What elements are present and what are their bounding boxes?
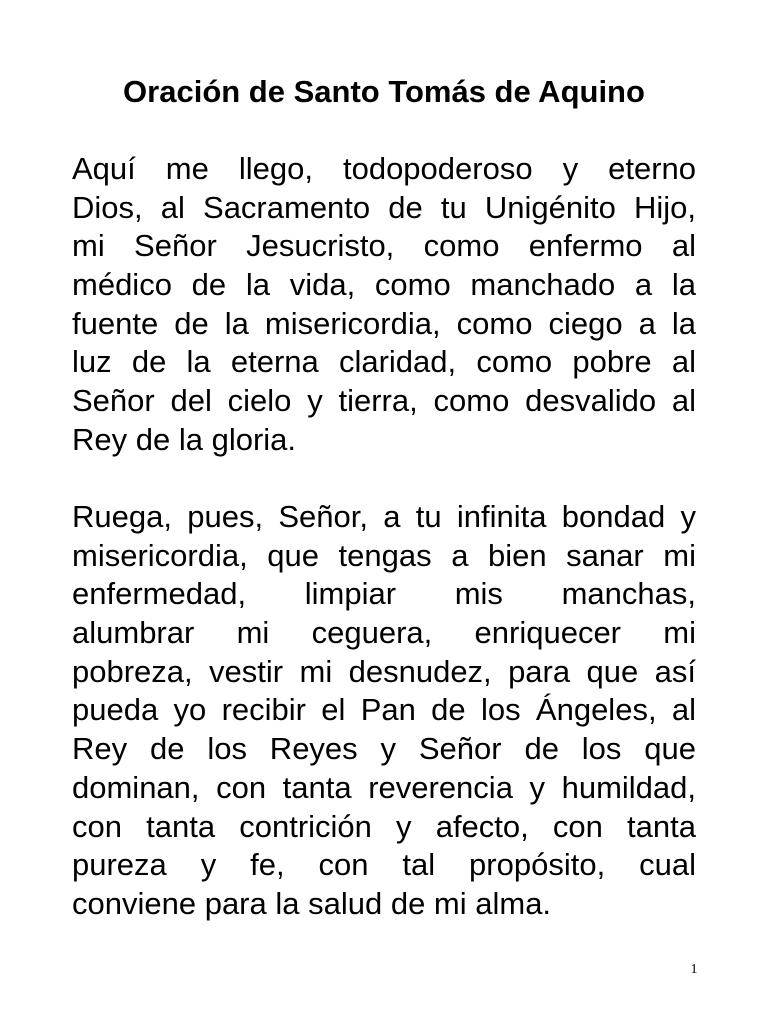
paragraph-line: enfermedad, limpiar mis manchas, bbox=[72, 576, 696, 612]
paragraph-line: Rey de la gloria. bbox=[72, 421, 297, 457]
paragraph-1 bbox=[72, 150, 696, 460]
paragraph-line: conviene para la salud de mi alma. bbox=[72, 885, 552, 921]
paragraph-line: Aquí me llego, todopoderoso y eterno bbox=[72, 151, 696, 186]
paragraph-line: pobreza, vestir mi desnudez, para que así bbox=[72, 653, 696, 689]
paragraph-line: mi Señor Jesucristo, como enfermo al bbox=[72, 228, 696, 264]
paragraph-line: médico de la vida, como manchado a la bbox=[72, 267, 696, 303]
paragraph-line: Dios, al Sacramento de tu Unigénito Hijo, bbox=[72, 189, 696, 225]
paragraph-2 bbox=[72, 498, 696, 924]
paragraph-line: Rey de los Reyes y Señor de los que bbox=[72, 731, 696, 767]
paragraph-line: alumbrar mi ceguera, enriquecer mi bbox=[72, 615, 696, 651]
paragraph-line: pureza y fe, con tal propósito, cual bbox=[72, 847, 696, 883]
page-number: 1 bbox=[690, 962, 698, 977]
paragraph-line: fuente de la misericordia, como ciego a la bbox=[72, 305, 696, 341]
paragraph-line: con tanta contrición y afecto, con tanta bbox=[72, 808, 696, 844]
paragraph-line: misericordia, que tengas a bien sanar mi bbox=[72, 537, 696, 573]
paragraph-line: pueda yo recibir el Pan de los Ángeles, al bbox=[72, 692, 696, 728]
page-title: Oración de Santo Tomás de Aquino bbox=[123, 74, 645, 109]
paragraph-line: Ruega, pues, Señor, a tu infinita bondad y bbox=[72, 499, 696, 534]
paragraph-line: dominan, con tanta reverencia y humildad, bbox=[72, 769, 696, 805]
paragraph-line: luz de la eterna claridad, como pobre al bbox=[72, 344, 696, 380]
paragraph-line: Señor del cielo y tierra, como desvalido al bbox=[72, 383, 696, 419]
